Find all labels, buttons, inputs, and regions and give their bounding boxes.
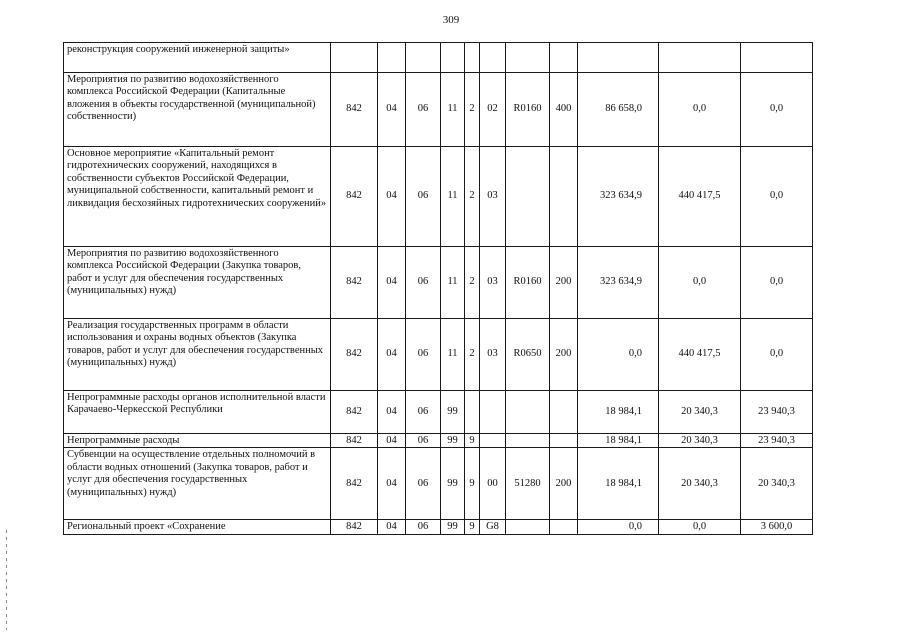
table-row bbox=[64, 434, 813, 448]
cell-expense-type: 400 bbox=[550, 73, 578, 147]
cell-amount-year3: 0,0 bbox=[741, 247, 813, 319]
cell-activity: 03 bbox=[480, 319, 506, 391]
cell-activity: 02 bbox=[480, 73, 506, 147]
cell-amount-year2: 20 340,3 bbox=[659, 434, 741, 448]
cell-admin-code: 842 bbox=[331, 391, 378, 434]
cell-direction: 51280 bbox=[506, 448, 550, 520]
cell-program: 99 bbox=[441, 434, 465, 448]
cell-admin-code: 842 bbox=[331, 520, 378, 534]
cell-subsection: 06 bbox=[406, 319, 441, 391]
cell-subsection: 06 bbox=[406, 448, 441, 520]
cell-admin-code: 842 bbox=[331, 73, 378, 147]
cell-subprogram bbox=[465, 391, 480, 434]
table-row bbox=[64, 448, 813, 520]
cell-admin-code: 842 bbox=[331, 319, 378, 391]
cell-subprogram: 2 bbox=[465, 247, 480, 319]
row-description: реконструкция сооружений инженерной защиты» bbox=[64, 43, 331, 73]
cell-subprogram: 2 bbox=[465, 319, 480, 391]
cell-amount-year1 bbox=[578, 43, 659, 73]
cell-admin-code bbox=[331, 43, 378, 73]
budget-table bbox=[63, 42, 813, 535]
cell-program: 11 bbox=[441, 73, 465, 147]
cell-subprogram: 2 bbox=[465, 147, 480, 247]
cell-amount-year1: 323 634,9 bbox=[578, 147, 659, 247]
cell-program: 99 bbox=[441, 448, 465, 520]
cell-direction bbox=[506, 147, 550, 247]
cell-amount-year3 bbox=[741, 43, 813, 73]
cell-activity bbox=[480, 391, 506, 434]
cell-activity: 03 bbox=[480, 147, 506, 247]
cell-expense-type bbox=[550, 434, 578, 448]
row-description: Региональный проект «Сохранение bbox=[64, 520, 331, 534]
cell-expense-type: 200 bbox=[550, 319, 578, 391]
cell-activity bbox=[480, 434, 506, 448]
row-description: Непрограммные расходы органов исполнительной власти Карачаево-Черкесской Республики bbox=[64, 391, 331, 434]
cell-amount-year3: 0,0 bbox=[741, 73, 813, 147]
cell-direction bbox=[506, 434, 550, 448]
cell-admin-code: 842 bbox=[331, 247, 378, 319]
cell-amount-year1: 86 658,0 bbox=[578, 73, 659, 147]
cell-amount-year1: 323 634,9 bbox=[578, 247, 659, 319]
cell-activity: G8 bbox=[480, 520, 506, 534]
cell-amount-year2: 20 340,3 bbox=[659, 448, 741, 520]
cell-section bbox=[378, 43, 406, 73]
cell-amount-year3: 23 940,3 bbox=[741, 434, 813, 448]
cell-section: 04 bbox=[378, 247, 406, 319]
cell-expense-type bbox=[550, 520, 578, 534]
cell-expense-type bbox=[550, 147, 578, 247]
cell-amount-year1: 18 984,1 bbox=[578, 448, 659, 520]
cell-program bbox=[441, 43, 465, 73]
cell-expense-type bbox=[550, 43, 578, 73]
table-row bbox=[64, 43, 813, 73]
cell-amount-year2: 0,0 bbox=[659, 73, 741, 147]
scan-edge-mark bbox=[6, 530, 7, 630]
cell-program: 11 bbox=[441, 147, 465, 247]
cell-program: 11 bbox=[441, 319, 465, 391]
cell-admin-code: 842 bbox=[331, 434, 378, 448]
row-description: Мероприятия по развитию водохозяйственного комплекса Российской Федерации (Закупка товаров, работ и услуг для обеспечения государственных (муниципальных) нужд) bbox=[64, 247, 331, 319]
cell-activity bbox=[480, 43, 506, 73]
cell-amount-year2: 20 340,3 bbox=[659, 391, 741, 434]
cell-program: 99 bbox=[441, 391, 465, 434]
row-description: Основное мероприятие «Капитальный ремонт гидротехнических сооружений, находящихся в собственности субъектов Российской Федерации, муниципальной собственности, капитальный ремонт и ликвидация бесхозяйных гидротехнических сооружений» bbox=[64, 147, 331, 247]
cell-amount-year2 bbox=[659, 43, 741, 73]
cell-subsection: 06 bbox=[406, 520, 441, 534]
table-row bbox=[64, 391, 813, 434]
cell-subprogram: 9 bbox=[465, 520, 480, 534]
cell-direction: R0650 bbox=[506, 319, 550, 391]
cell-program: 11 bbox=[441, 247, 465, 319]
cell-activity: 03 bbox=[480, 247, 506, 319]
row-description: Мероприятия по развитию водохозяйственного комплекса Российской Федерации (Капитальные вложения в объекты государственной (муниципальной) собственности) bbox=[64, 73, 331, 147]
cell-subsection bbox=[406, 43, 441, 73]
row-description: Непрограммные расходы bbox=[64, 434, 331, 448]
cell-amount-year1: 0,0 bbox=[578, 319, 659, 391]
cell-amount-year3: 0,0 bbox=[741, 147, 813, 247]
row-description: Субвенции на осуществление отдельных полномочий в области водных отношений (Закупка товаров, работ и услуг для обеспечения государственных (муниципальных) нужд) bbox=[64, 448, 331, 520]
cell-amount-year3: 23 940,3 bbox=[741, 391, 813, 434]
cell-activity: 00 bbox=[480, 448, 506, 520]
cell-subsection: 06 bbox=[406, 73, 441, 147]
cell-subsection: 06 bbox=[406, 434, 441, 448]
cell-amount-year3: 20 340,3 bbox=[741, 448, 813, 520]
table-row bbox=[64, 147, 813, 247]
cell-subprogram: 9 bbox=[465, 448, 480, 520]
cell-admin-code: 842 bbox=[331, 147, 378, 247]
cell-direction bbox=[506, 391, 550, 434]
cell-subsection: 06 bbox=[406, 247, 441, 319]
cell-program: 99 bbox=[441, 520, 465, 534]
cell-amount-year2: 0,0 bbox=[659, 247, 741, 319]
table-row bbox=[64, 73, 813, 147]
cell-section: 04 bbox=[378, 147, 406, 247]
cell-subsection: 06 bbox=[406, 147, 441, 247]
cell-amount-year1: 0,0 bbox=[578, 520, 659, 534]
cell-section: 04 bbox=[378, 391, 406, 434]
cell-expense-type bbox=[550, 391, 578, 434]
cell-admin-code: 842 bbox=[331, 448, 378, 520]
cell-expense-type: 200 bbox=[550, 448, 578, 520]
cell-section: 04 bbox=[378, 448, 406, 520]
cell-amount-year3: 3 600,0 bbox=[741, 520, 813, 534]
cell-subsection: 06 bbox=[406, 391, 441, 434]
cell-amount-year3: 0,0 bbox=[741, 319, 813, 391]
row-description: Реализация государственных программ в области использования и охраны водных объектов (Закупка товаров, работ и услуг для обеспечения государственных (муниципальных) нужд) bbox=[64, 319, 331, 391]
cell-amount-year2: 440 417,5 bbox=[659, 319, 741, 391]
table-row bbox=[64, 319, 813, 391]
cell-subprogram bbox=[465, 43, 480, 73]
table-row bbox=[64, 520, 813, 534]
cell-subprogram: 2 bbox=[465, 73, 480, 147]
cell-section: 04 bbox=[378, 73, 406, 147]
cell-amount-year1: 18 984,1 bbox=[578, 434, 659, 448]
page-number: 309 bbox=[442, 14, 460, 26]
cell-section: 04 bbox=[378, 319, 406, 391]
cell-section: 04 bbox=[378, 520, 406, 534]
cell-direction: R0160 bbox=[506, 73, 550, 147]
cell-section: 04 bbox=[378, 434, 406, 448]
cell-amount-year2: 0,0 bbox=[659, 520, 741, 534]
cell-amount-year1: 18 984,1 bbox=[578, 391, 659, 434]
cell-expense-type: 200 bbox=[550, 247, 578, 319]
cell-direction: R0160 bbox=[506, 247, 550, 319]
table-row bbox=[64, 247, 813, 319]
cell-amount-year2: 440 417,5 bbox=[659, 147, 741, 247]
cell-subprogram: 9 bbox=[465, 434, 480, 448]
cell-direction bbox=[506, 43, 550, 73]
cell-direction bbox=[506, 520, 550, 534]
